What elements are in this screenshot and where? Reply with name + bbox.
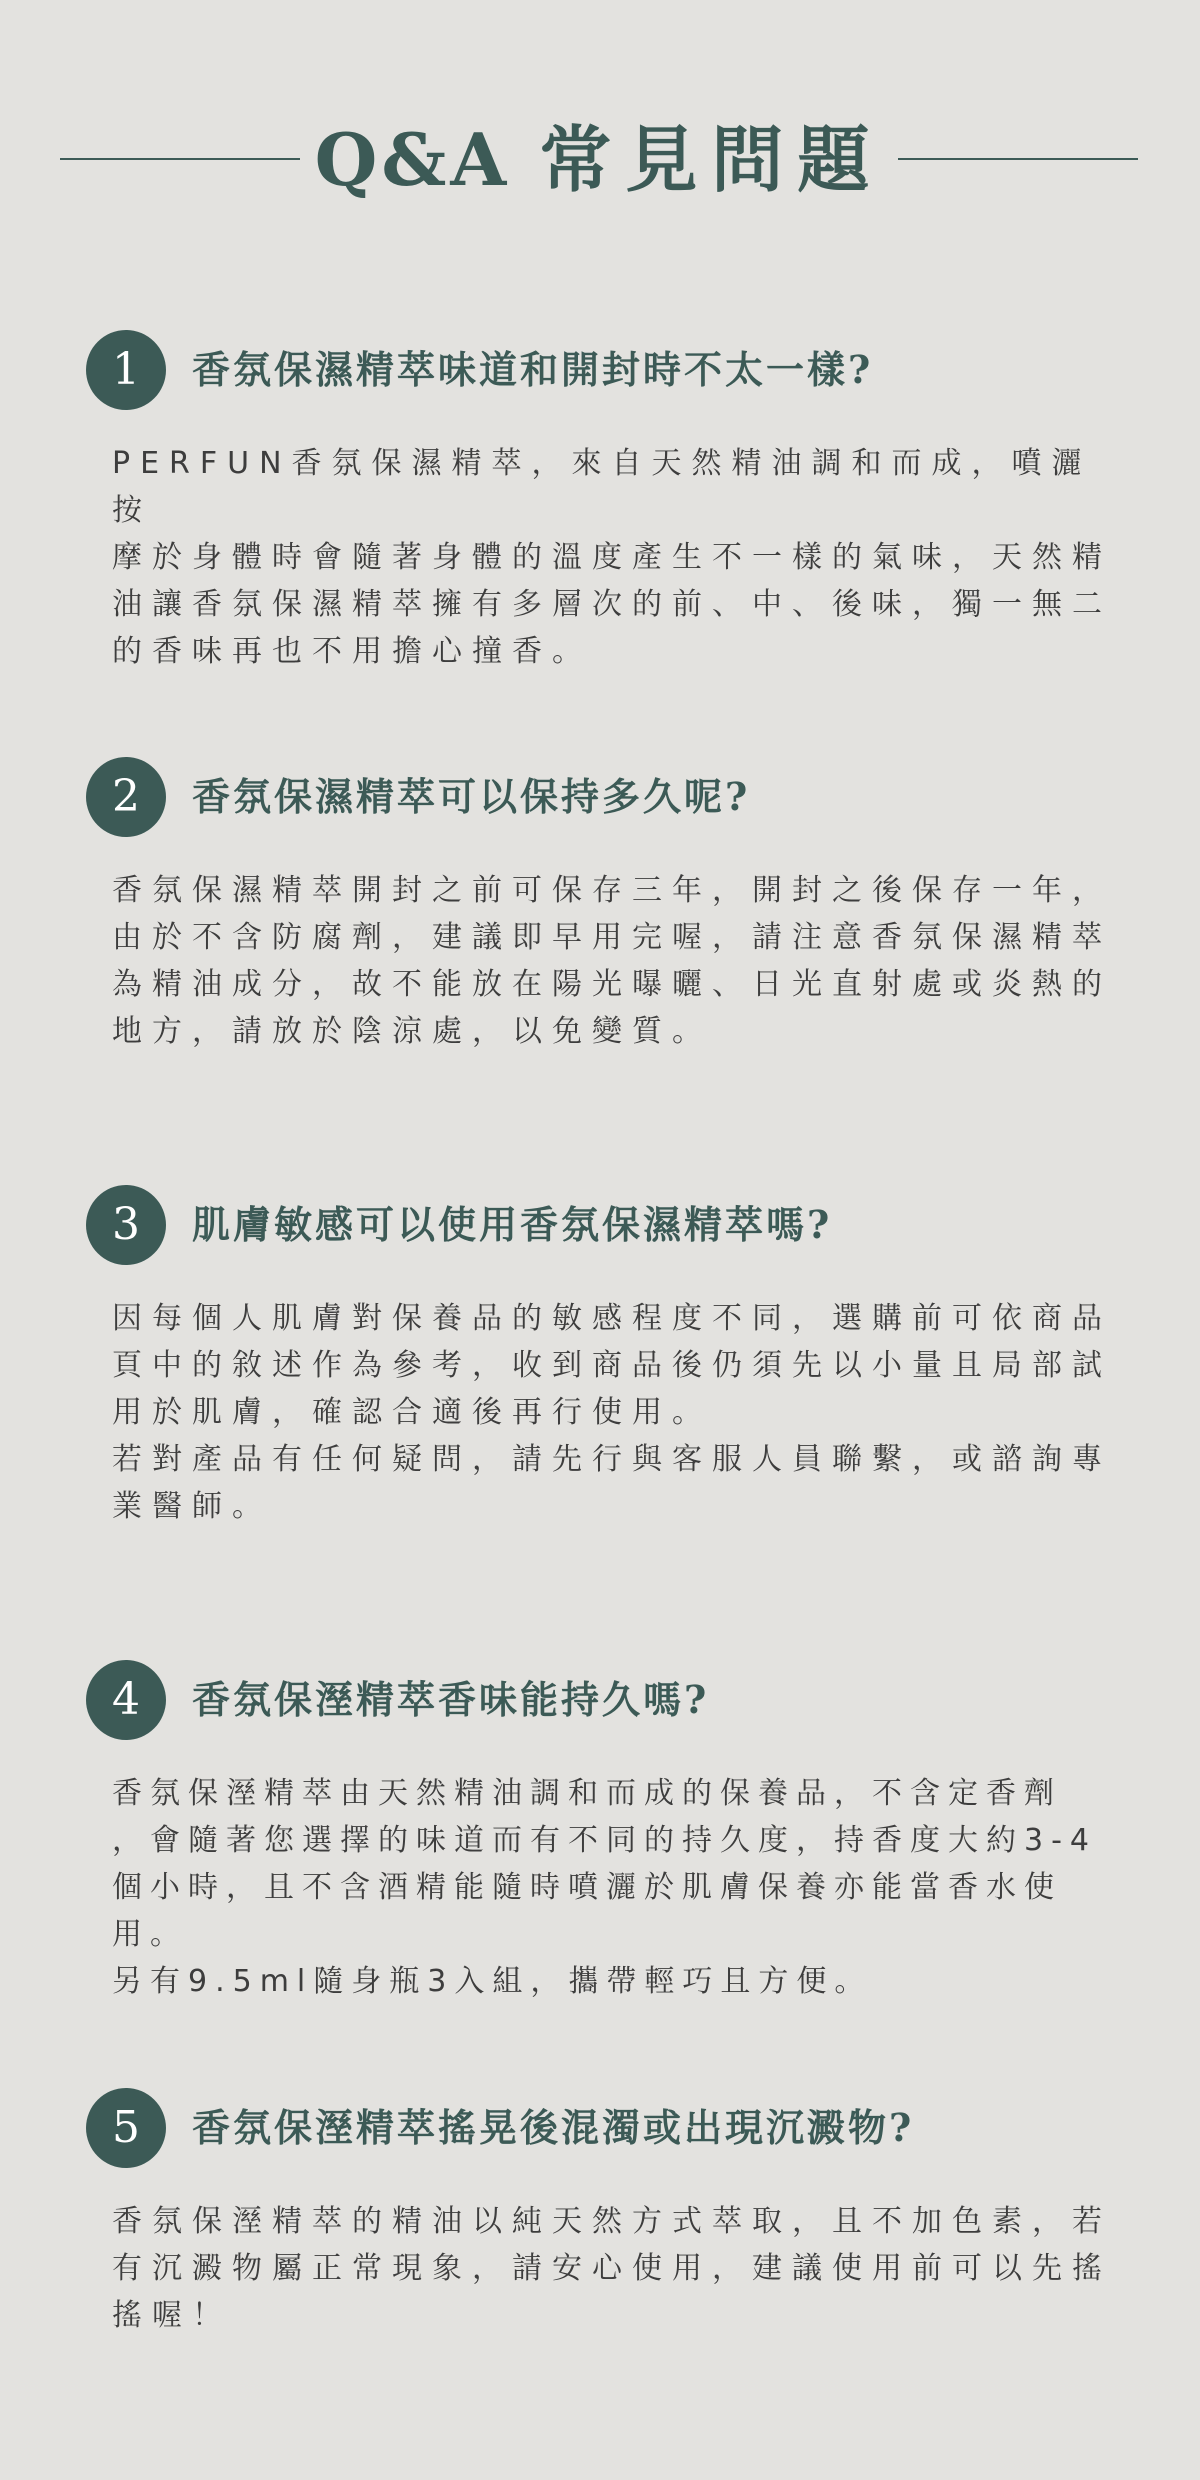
qa-question: 香氛保溼精萃搖晃後混濁或出現沉澱物? xyxy=(192,2105,915,2150)
qa-question: 香氛保濕精萃味道和開封時不太一樣? xyxy=(192,347,874,392)
qa-answer: 香氛保溼精萃由天然精油調和而成的保養品，不含定香劑 ，會隨著您選擇的味道而有不同的持久度，持香度大約3-4 個小時，且不含酒精能隨時噴灑於肌膚保養亦能當香水使用。 另有9.5ml隨身瓶3入組，攜帶輕巧且方便。 xyxy=(112,1776,1097,1999)
page-title-latin: Q&A xyxy=(314,117,511,202)
page-title xyxy=(300,118,898,202)
qa-answer: PERFUN香氛保濕精萃，來自天然精油調和而成，噴灑按 摩於身體時會隨著身體的溫度產生不一樣的氣味，天然精 油讓香氛保濕精萃擁有多層次的前、中、後味，獨一無二 的香味再也不用擔心撞香。 xyxy=(112,446,1112,669)
page-title-zh: 常見問題 xyxy=(539,117,884,202)
qa-number-badge: 4 xyxy=(86,1660,166,1740)
qa-number-badge: 3 xyxy=(86,1185,166,1265)
qa-answer: 因每個人肌膚對保養品的敏感程度不同，選購前可依商品 頁中的敘述作為參考，收到商品後仍須先以小量且局部試 用於肌膚，確認合適後再行使用。 若對產品有任何疑問，請先行與客服人員聯繫，或諮詢專 業醫師。 xyxy=(112,1301,1112,1524)
qa-answer: 香氛保溼精萃的精油以純天然方式萃取，且不加色素，若 有沉澱物屬正常現象，請安心使用，建議使用前可以先搖 搖喔！ xyxy=(112,2204,1112,2333)
qa-number-badge: 1 xyxy=(86,330,166,410)
qa-answer: 香氛保濕精萃開封之前可保存三年，開封之後保存一年， 由於不含防腐劑，建議即早用完喔，請注意香氛保濕精萃 為精油成分，故不能放在陽光曝曬、日光直射處或炎熱的 地方，請放於陰涼處，以免變質。 xyxy=(112,873,1112,1049)
header-divider-left xyxy=(60,158,300,160)
qa-number-badge: 2 xyxy=(86,757,166,837)
header-divider-right xyxy=(898,158,1138,160)
qa-question: 肌膚敏感可以使用香氛保濕精萃嗎? xyxy=(192,1202,833,1247)
qa-question: 香氛保溼精萃香味能持久嗎? xyxy=(192,1677,710,1722)
qa-question: 香氛保濕精萃可以保持多久呢? xyxy=(192,774,751,819)
qa-number-badge: 5 xyxy=(86,2088,166,2168)
page-header xyxy=(0,118,1200,202)
